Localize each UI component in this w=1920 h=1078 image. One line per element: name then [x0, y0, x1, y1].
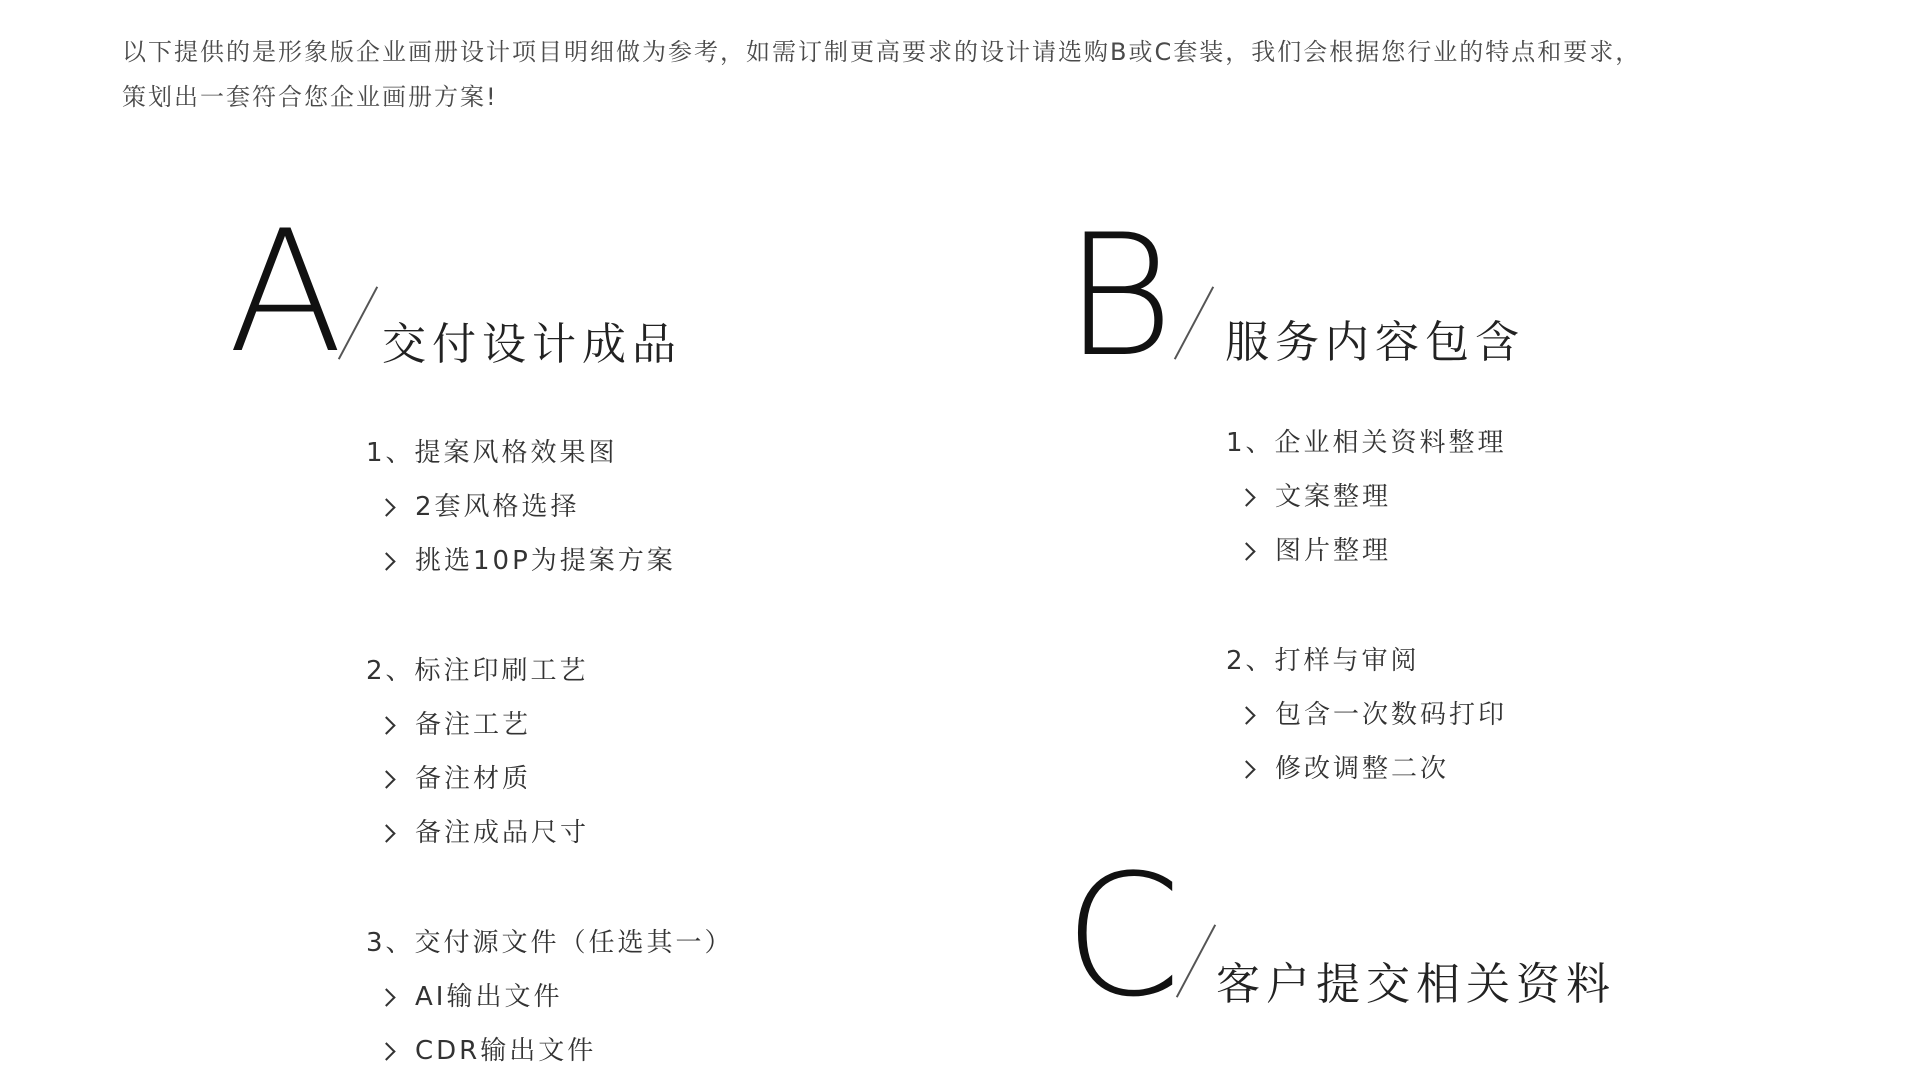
- group-title: 3、交付源文件（任选其一）: [366, 928, 734, 958]
- chevron-right-icon: [1237, 706, 1255, 724]
- list-item-label: CDR输出文件: [415, 1036, 597, 1066]
- list-item: [1226, 470, 1507, 524]
- list-item-label: 挑选10P为提案方案: [415, 546, 676, 576]
- section-c-slash-divider: [1176, 924, 1216, 997]
- list-item: [1226, 524, 1507, 578]
- section-c-letter: C: [1064, 838, 1182, 1034]
- intro-line-2: 策划出一套符合您企业画册方案!: [122, 83, 498, 111]
- list-item-label: 备注工艺: [415, 710, 532, 740]
- list-item: [1226, 742, 1507, 796]
- list-item-label: 包含一次数码打印: [1275, 700, 1508, 730]
- chevron-right-icon: [377, 498, 395, 516]
- section-a-letter: A: [228, 194, 343, 390]
- chevron-right-icon: [377, 770, 395, 788]
- list-item: [366, 534, 676, 588]
- section-b-group-1: [1226, 416, 1507, 578]
- chevron-right-icon: [377, 1042, 395, 1060]
- list-item-label: 备注成品尺寸: [415, 818, 590, 848]
- list-item: [366, 970, 734, 1024]
- chevron-right-icon: [1237, 542, 1255, 560]
- section-b-slash-divider: [1174, 286, 1214, 359]
- list-item-label: AI输出文件: [415, 982, 563, 1012]
- section-a-title: 交付设计成品: [382, 319, 682, 370]
- section-a-group-1: [366, 426, 676, 588]
- intro-line-1: 以下提供的是形象版企业画册设计项目明细做为参考，如需订制更高要求的设计请选购B或C套装，我们会根据您行业的特点和要求，: [122, 38, 1642, 66]
- section-a-slash-divider: [338, 286, 378, 359]
- list-item-label: 2套风格选择: [415, 492, 580, 522]
- list-item: [366, 752, 589, 806]
- group-title: 1、提案风格效果图: [366, 438, 618, 468]
- section-b-letter: B: [1064, 198, 1175, 394]
- chevron-right-icon: [377, 716, 395, 734]
- list-item-label: 图片整理: [1275, 536, 1392, 566]
- group-title: 2、标注印刷工艺: [366, 656, 589, 686]
- section-a-group-3: [366, 916, 734, 1078]
- list-item-label: 备注材质: [415, 764, 532, 794]
- list-item-label: 文案整理: [1275, 482, 1392, 512]
- chevron-right-icon: [1237, 488, 1255, 506]
- list-item-label: 修改调整二次: [1275, 754, 1450, 784]
- section-b-title: 服务内容包含: [1225, 317, 1525, 368]
- group-title: 2、打样与审阅: [1226, 646, 1420, 676]
- section-a-group-2: [366, 644, 589, 860]
- section-b-group-2: [1226, 634, 1507, 796]
- list-item: [366, 806, 589, 860]
- chevron-right-icon: [377, 988, 395, 1006]
- intro-paragraph: [122, 30, 1822, 120]
- chevron-right-icon: [377, 824, 395, 842]
- group-title: 1、企业相关资料整理: [1226, 428, 1507, 458]
- list-item: [366, 698, 589, 752]
- list-item: [366, 480, 676, 534]
- list-item: [1226, 688, 1507, 742]
- chevron-right-icon: [1237, 760, 1255, 778]
- list-item: [366, 1024, 734, 1078]
- chevron-right-icon: [377, 552, 395, 570]
- section-c-title: 客户提交相关资料: [1216, 959, 1616, 1010]
